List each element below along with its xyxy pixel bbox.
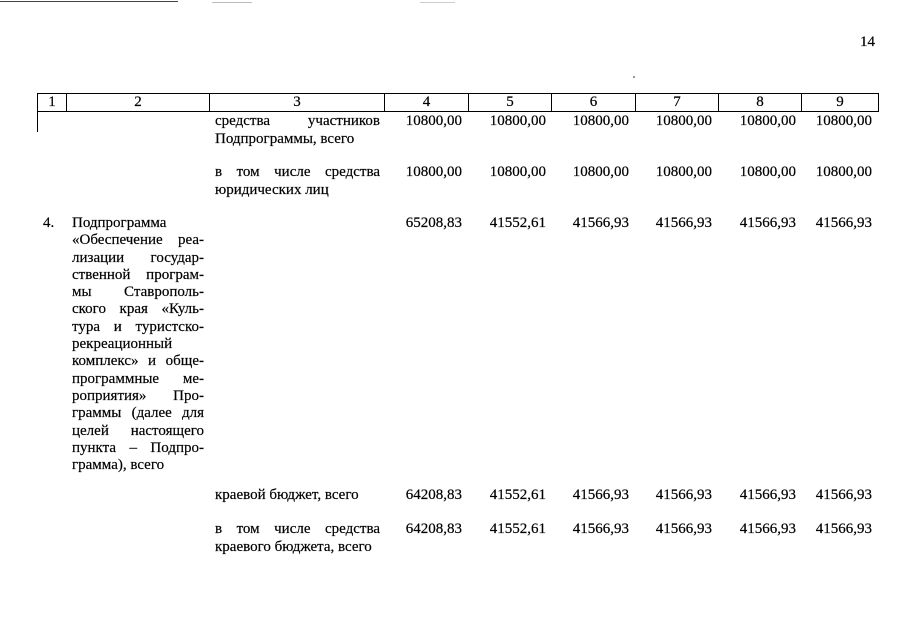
value-col-5: 41552,61 [489,215,546,231]
scan-artifact-line [420,2,455,3]
header-cell-9: 9 [802,94,879,112]
subprogram-name-line: пункта – Подпро- [72,439,204,456]
value-col-6: 41566,93 [572,215,629,231]
subprogram-name-line: ственной програм- [72,266,204,283]
value-col-9: 41566,93 [815,521,872,537]
subprogram-name-line: программные ме- [72,370,204,387]
funding-source-line: краевой бюджет, всего [215,487,359,503]
subprogram-name-line: граммы (далее для [72,405,204,422]
subprogram-name-line: лизации государ- [72,249,204,266]
funding-source-line: юридических лиц [215,181,329,198]
value-col-9: 10800,00 [815,113,872,129]
header-cell-3: 3 [210,94,385,112]
subprogram-name-cell [72,215,204,474]
header-cell-8: 8 [719,94,802,112]
scan-artifact-line [0,1,178,2]
funding-source-cell [215,113,380,148]
value-col-4: 65208,83 [405,215,462,231]
value-col-6: 10800,00 [572,113,629,129]
value-col-5: 10800,00 [489,113,546,129]
value-col-9: 10800,00 [815,164,872,180]
value-col-8: 41566,93 [739,215,796,231]
value-col-4: 10800,00 [405,113,462,129]
value-col-7: 10800,00 [655,113,712,129]
scan-artifact-dot [633,76,635,78]
value-col-5: 41552,61 [489,521,546,537]
subprogram-name-line: комплекс» и обще- [72,353,204,370]
value-col-8: 41566,93 [739,487,796,503]
subprogram-name-line: роприятия» Про- [72,387,204,404]
header-cell-2: 2 [67,94,210,112]
subprogram-name-line: целей настоящего [72,422,204,439]
header-row [38,94,879,112]
header-cell-6: 6 [552,94,636,112]
funding-source-line: в том числе средства [215,164,380,180]
funding-source-cell [215,521,380,556]
subprogram-name-line: рекреационный [72,336,173,353]
funding-source-cell [215,164,380,199]
funding-source-line: средства участников [215,113,380,129]
page-number: 14 [860,34,875,50]
value-col-4: 10800,00 [405,164,462,180]
header-cell-7: 7 [636,94,719,112]
table-header [37,93,879,112]
funding-source-line: краевого бюджета, всего [215,538,372,555]
funding-source-line: Подпрограммы, всего [215,130,355,147]
value-col-4: 64208,83 [405,487,462,503]
scan-artifact-line [212,2,252,3]
value-col-6: 10800,00 [572,164,629,180]
value-col-6: 41566,93 [572,521,629,537]
value-col-9: 41566,93 [815,487,872,503]
value-col-6: 41566,93 [572,487,629,503]
value-col-7: 41566,93 [655,521,712,537]
funding-source-line: в том числе средства [215,521,380,537]
item-number: 4. [43,215,55,231]
header-cell-4: 4 [385,94,469,112]
subprogram-name-line: ского края «Куль- [72,301,204,318]
funding-source-cell [215,487,380,505]
subprogram-name-line: тура и туристско- [72,318,204,335]
table-left-border [37,111,38,132]
value-col-5: 10800,00 [489,164,546,180]
subprogram-name-line: мы Ставрополь- [72,284,204,301]
subprogram-name-line: «Обеспечение реа- [72,232,204,249]
value-col-5: 41552,61 [489,487,546,503]
subprogram-name-line: грамма), всего [72,457,165,474]
subprogram-name-line: Подпрограмма [72,215,167,231]
header-cell-5: 5 [469,94,552,112]
value-col-8: 10800,00 [739,113,796,129]
value-col-4: 64208,83 [405,521,462,537]
value-col-7: 41566,93 [655,487,712,503]
value-col-7: 10800,00 [655,164,712,180]
value-col-7: 41566,93 [655,215,712,231]
value-col-9: 41566,93 [815,215,872,231]
value-col-8: 10800,00 [739,164,796,180]
value-col-8: 41566,93 [739,521,796,537]
header-cell-1: 1 [38,94,67,112]
